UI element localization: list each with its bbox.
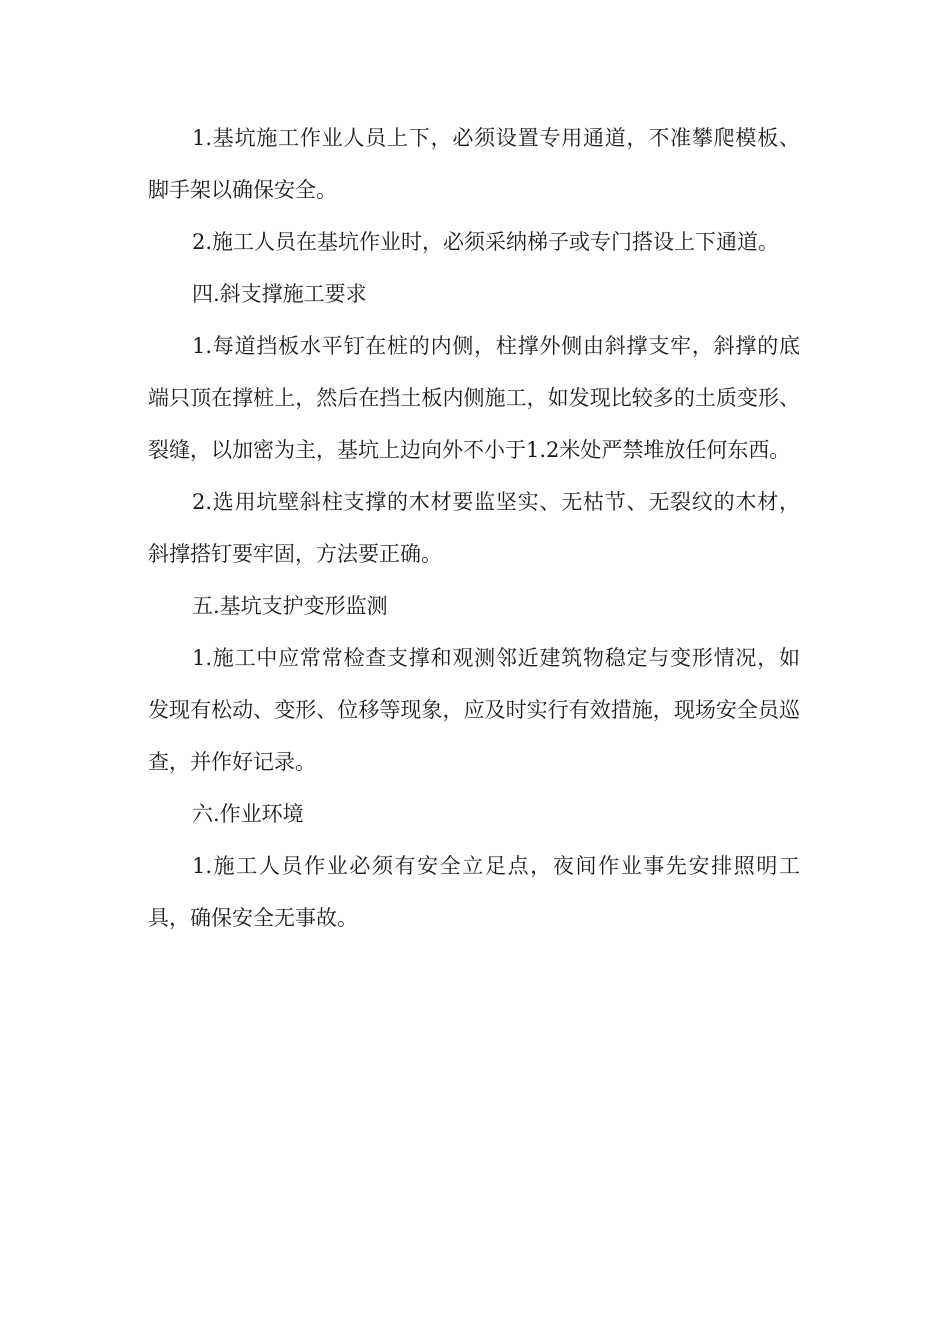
paragraph-timber-selection: 2.选用坑壁斜柱支撑的木材要监坚实、无枯节、无裂纹的木材，斜撑搭钉要牢固，方法要正确。 (148, 490, 800, 566)
paragraph-basepit-access: 1.基坑施工作业人员上下，必须设置专用通道，不准攀爬模板、脚手架以确保安全。 (148, 126, 800, 202)
paragraph-footing-lighting: 1.施工人员作业必须有安全立足点，夜间作业事先安排照明工具，确保安全无事故。 (148, 854, 800, 930)
paragraph-bracing-method: 1.每道挡板水平钉在桩的内侧，柱撑外侧由斜撑支牢，斜撑的底端只顶在撑桩上，然后在挡土板内侧施工，如发现比较多的土质变形、裂缝，以加密为主，基坑上边向外不小于1.2米处严禁堆放任何东西。 (148, 334, 800, 462)
document-page (148, 112, 800, 944)
paragraph-ladder-access: 2.施工人员在基坑作业时，必须采纳梯子或专门搭设上下通道。 (192, 230, 780, 254)
section-heading-deformation-monitoring: 五.基坑支护变形监测 (192, 594, 388, 618)
section-heading-diagonal-bracing: 四.斜支撑施工要求 (192, 282, 367, 306)
section-heading-work-environment: 六.作业环境 (192, 802, 304, 826)
paragraph-monitoring-inspection: 1.施工中应常常检查支撑和观测邻近建筑物稳定与变形情况，如发现有松动、变形、位移等现象，应及时实行有效措施，现场安全员巡查，并作好记录。 (148, 646, 800, 774)
